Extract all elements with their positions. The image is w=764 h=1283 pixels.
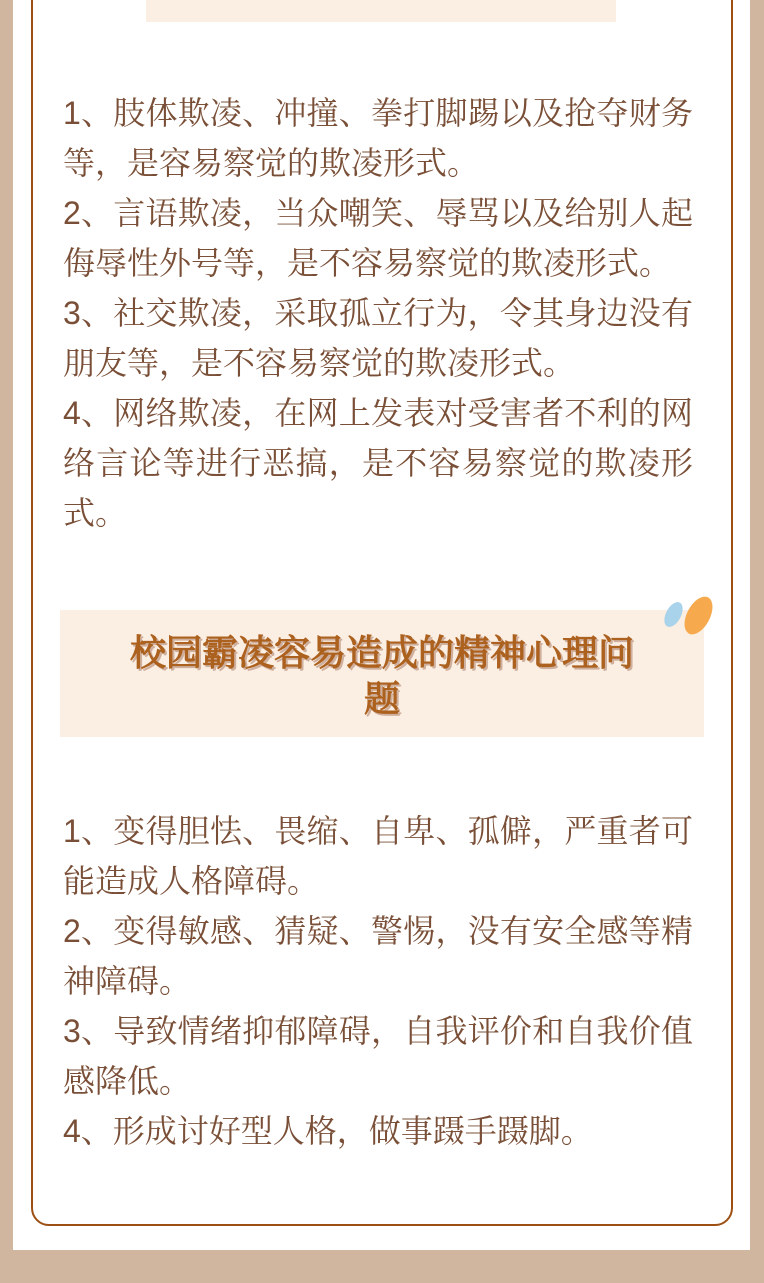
section-title-box <box>60 610 704 737</box>
list-item: 1、变得胆怯、畏缩、自卑、孤僻，严重者可能造成人格障碍。 <box>63 813 693 899</box>
list-item: 2、言语欺凌，当众嘲笑、辱骂以及给别人起侮辱性外号等，是不容易察觉的欺凌形式。 <box>63 195 693 281</box>
list-item: 2、变得敏感、猜疑、警惕，没有安全感等精神障碍。 <box>63 913 693 999</box>
list-item: 3、社交欺凌，采取孤立行为，令其身边没有朋友等，是不容易察觉的欺凌形式。 <box>63 295 693 381</box>
bullying-forms-list <box>63 88 693 538</box>
list-item: 1、肢体欺凌、冲撞、拳打脚踢以及抢夺财务等，是容易察觉的欺凌形式。 <box>63 95 693 181</box>
list-item: 3、导致情绪抑郁障碍，自我评价和自我价值感降低。 <box>63 1013 693 1099</box>
psych-problems-list <box>63 806 693 1156</box>
list-item: 4、形成讨好型人格，做事蹑手蹑脚。 <box>63 1113 593 1149</box>
section-title: 校园霸凌容易造成的精神心理问题 <box>129 632 634 719</box>
previous-section-header-box <box>146 0 616 22</box>
list-item: 4、网络欺凌，在网上发表对受害者不利的网络言论等进行恶搞，是不容易察觉的欺凌形式。 <box>63 395 693 531</box>
